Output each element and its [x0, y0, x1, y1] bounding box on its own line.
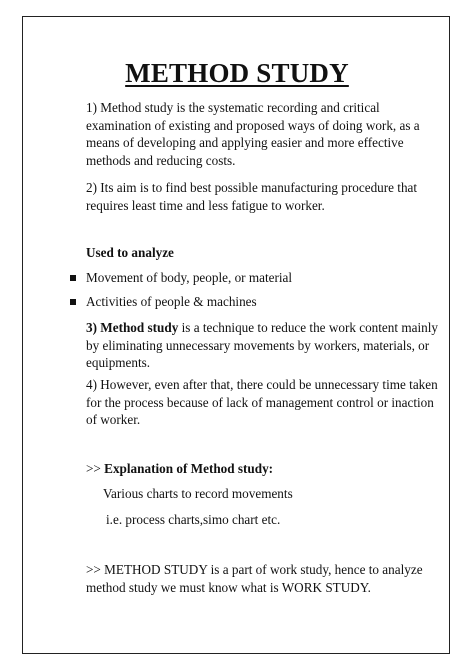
- paragraph-aim: 2) Its aim is to find best possible manufacturing procedure that requires least time and less fatigue to worker.: [86, 180, 418, 213]
- closing-paragraph: >> METHOD STUDY is a part of work study, hence to analyze method study we must know what is WORK STUDY.: [86, 562, 423, 595]
- paragraph-technique-lead: 3) Method study: [86, 320, 179, 335]
- bullet-text: Activities of people & machines: [86, 294, 257, 309]
- explanation-line: Various charts to record movements: [103, 486, 293, 501]
- paragraph-however: 4) However, even after that, there could be unnecessary time taken for the process because of lack of management control or inaction of worker.: [86, 377, 438, 427]
- page-title: METHOD STUDY: [125, 58, 349, 88]
- square-bullet-icon: [70, 299, 76, 305]
- used-to-analyze-heading: Used to analyze: [86, 245, 174, 260]
- explanation-line: i.e. process charts,simo chart etc.: [106, 512, 281, 527]
- bullet-item: [70, 269, 292, 287]
- bullet-item: [70, 293, 257, 311]
- paragraph-definition: 1) Method study is the systematic recording and critical examination of existing and proposed ways of doing work, as a means of developing and applying easier and more effective methods and reducing costs.: [86, 100, 420, 168]
- square-bullet-icon: [70, 275, 76, 281]
- bullet-text: Movement of body, people, or material: [86, 270, 293, 285]
- explanation-title: Explanation of Method study:: [104, 461, 274, 476]
- paragraph-technique: [86, 319, 446, 372]
- explanation-prefix: >>: [86, 461, 105, 476]
- explanation-heading: [86, 460, 446, 478]
- paragraph-technique-body: is a technique to reduce the work content mainly by eliminating unnecessary movements by workers, materials, or equipments.: [86, 320, 438, 370]
